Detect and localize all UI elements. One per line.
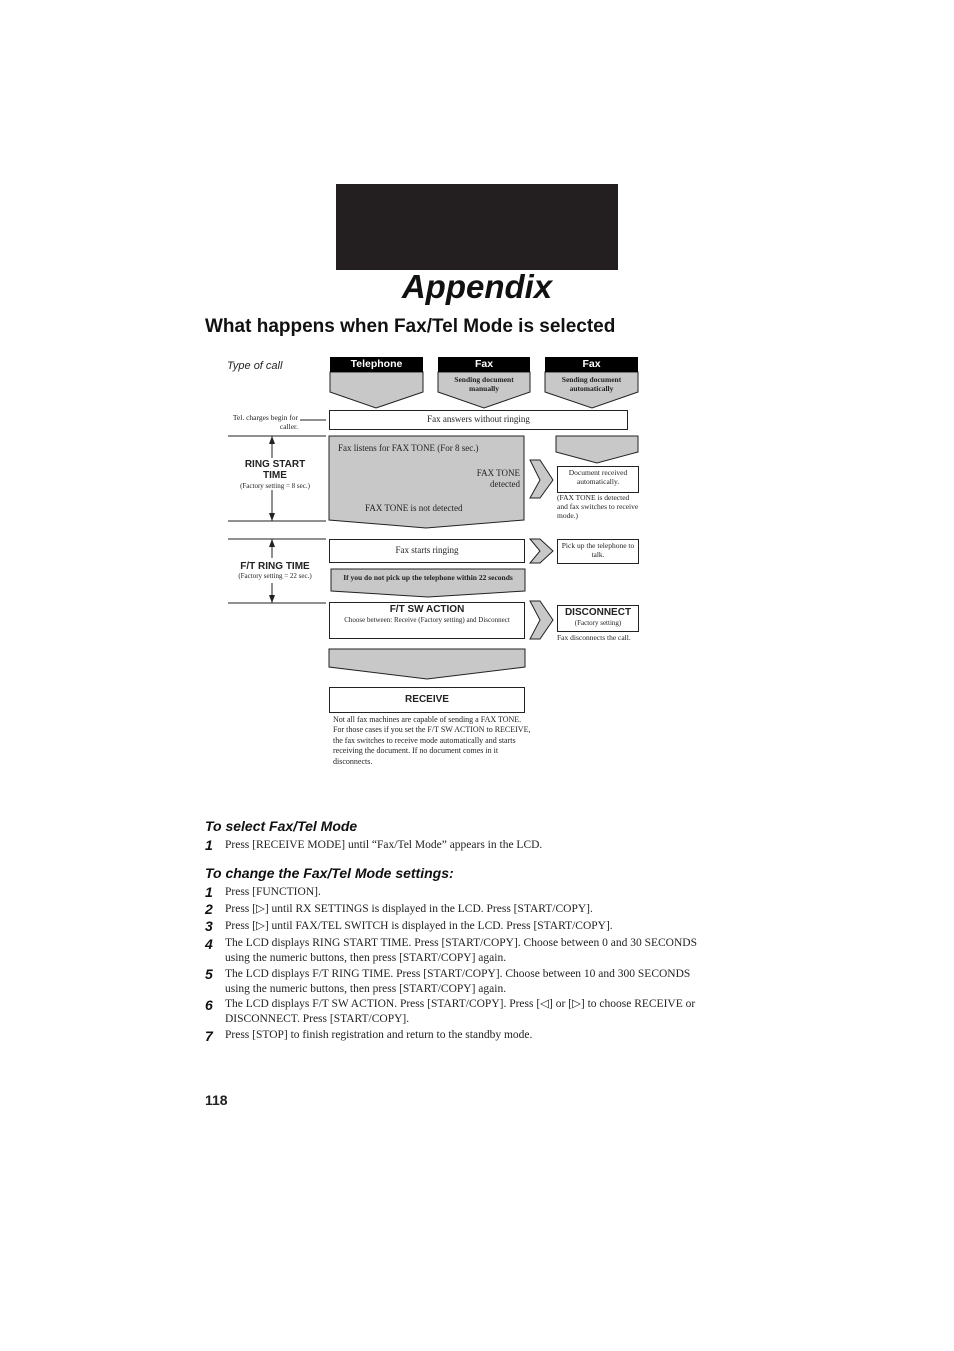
receive-box bbox=[329, 687, 525, 713]
column-fax-auto-sub: Sending document automatically bbox=[561, 375, 622, 393]
disconnect-box bbox=[557, 605, 639, 632]
change-step-number: 1 bbox=[205, 884, 213, 900]
if-not-pick-up-text: If you do not pick up the telephone within 22 seconds bbox=[343, 573, 513, 582]
change-step-number: 4 bbox=[205, 936, 213, 952]
receive-note: Not all fax machines are capable of sending a FAX TONE. For those cases if you set the F/T SW ACTION to RECEIVE, the fax switches to receive mode automatically and starts receiving the document. If no document comes in it disconnects. bbox=[333, 715, 531, 766]
column-fax-manual-sub: Sending document manually bbox=[454, 375, 514, 393]
disconnect-factory: (Factory setting) bbox=[574, 619, 622, 627]
ring-start-factory: (Factory setting = 8 sec.) bbox=[240, 482, 310, 490]
fax-tone-detected-text: FAX TONE detected bbox=[476, 468, 520, 489]
select-step-number: 1 bbox=[205, 837, 213, 853]
fax-answers-text: Fax answers without ringing bbox=[427, 414, 530, 424]
pick-up-box bbox=[557, 539, 639, 564]
doc-received-box bbox=[557, 466, 639, 493]
change-step-number: 2 bbox=[205, 901, 213, 917]
change-step-number: 6 bbox=[205, 997, 213, 1013]
page-title: Appendix bbox=[401, 268, 553, 305]
pick-up-text: Pick up the telephone to talk. bbox=[561, 541, 635, 559]
select-step-text: Press [RECEIVE MODE] until “Fax/Tel Mode” appears in the LCD. bbox=[225, 839, 543, 851]
receive-label: RECEIVE bbox=[405, 694, 449, 705]
ring-start-time-label: RING START TIME bbox=[244, 459, 306, 481]
change-step-text: The LCD displays F/T RING TIME. Press [START/COPY]. Choose between 10 and 300 SECONDS using the numeric buttons, then press [START/COPY] again. bbox=[225, 968, 691, 995]
fax-starts-ringing-box bbox=[329, 539, 525, 563]
select-heading: To select Fax/Tel Mode bbox=[205, 818, 358, 834]
change-step-text: The LCD displays F/T SW ACTION. Press [START/COPY]. Press [◁] or [▷] to choose RECEIVE or DISCONNECT. Press [START/COPY]. bbox=[225, 998, 696, 1025]
doc-received-note: (FAX TONE is detected and fax switches to receive mode.) bbox=[557, 493, 639, 520]
change-step-number: 7 bbox=[205, 1028, 213, 1044]
column-telephone-label: Telephone bbox=[330, 357, 423, 372]
fax-answers-box bbox=[329, 410, 628, 430]
ft-sw-action-box bbox=[329, 602, 525, 639]
tel-charges-label: Tel. charges begin for caller. bbox=[232, 413, 298, 431]
ft-sw-action-label: F/T SW ACTION bbox=[389, 604, 465, 615]
fax-starts-ringing-text: Fax starts ringing bbox=[395, 545, 459, 555]
change-step-number: 5 bbox=[205, 966, 213, 982]
fax-tone-not-detected-text: FAX TONE is not detected bbox=[365, 503, 463, 513]
change-step-text: Press [FUNCTION]. bbox=[225, 886, 321, 898]
type-of-call-label: Type of call bbox=[227, 360, 283, 372]
column-fax-auto-label: Fax bbox=[545, 357, 638, 372]
ft-ring-time-label: F/T RING TIME bbox=[240, 561, 310, 572]
disconnect-label: DISCONNECT bbox=[564, 607, 632, 618]
column-fax-manual-label: Fax bbox=[438, 357, 530, 372]
change-step-text: Press [STOP] to finish registration and return to the standby mode. bbox=[225, 1029, 533, 1041]
change-heading: To change the Fax/Tel Mode settings: bbox=[205, 865, 454, 881]
change-step-text: Press [▷] until RX SETTINGS is displayed in the LCD. Press [START/COPY]. bbox=[225, 903, 593, 915]
fax-listens-text: Fax listens for FAX TONE (For 8 sec.) bbox=[338, 443, 479, 453]
change-step-text: Press [▷] until FAX/TEL SWITCH is displayed in the LCD. Press [START/COPY]. bbox=[225, 920, 613, 932]
change-step-number: 3 bbox=[205, 918, 213, 934]
change-step-text: The LCD displays RING START TIME. Press [START/COPY]. Choose between 0 and 30 SECONDS using the numeric buttons, then press [START/COPY] again. bbox=[225, 937, 697, 964]
fax-disconnects-text: Fax disconnects the call. bbox=[557, 633, 631, 642]
section-heading: What happens when Fax/Tel Mode is selected bbox=[205, 316, 616, 337]
ft-ring-factory: (Factory setting = 22 sec.) bbox=[238, 572, 312, 580]
page-number: 118 bbox=[205, 1092, 228, 1108]
doc-received-text: Document received automatically. bbox=[568, 468, 628, 486]
ft-sw-choose-text: Choose between: Receive (Factory setting) and Disconnect bbox=[344, 616, 510, 624]
